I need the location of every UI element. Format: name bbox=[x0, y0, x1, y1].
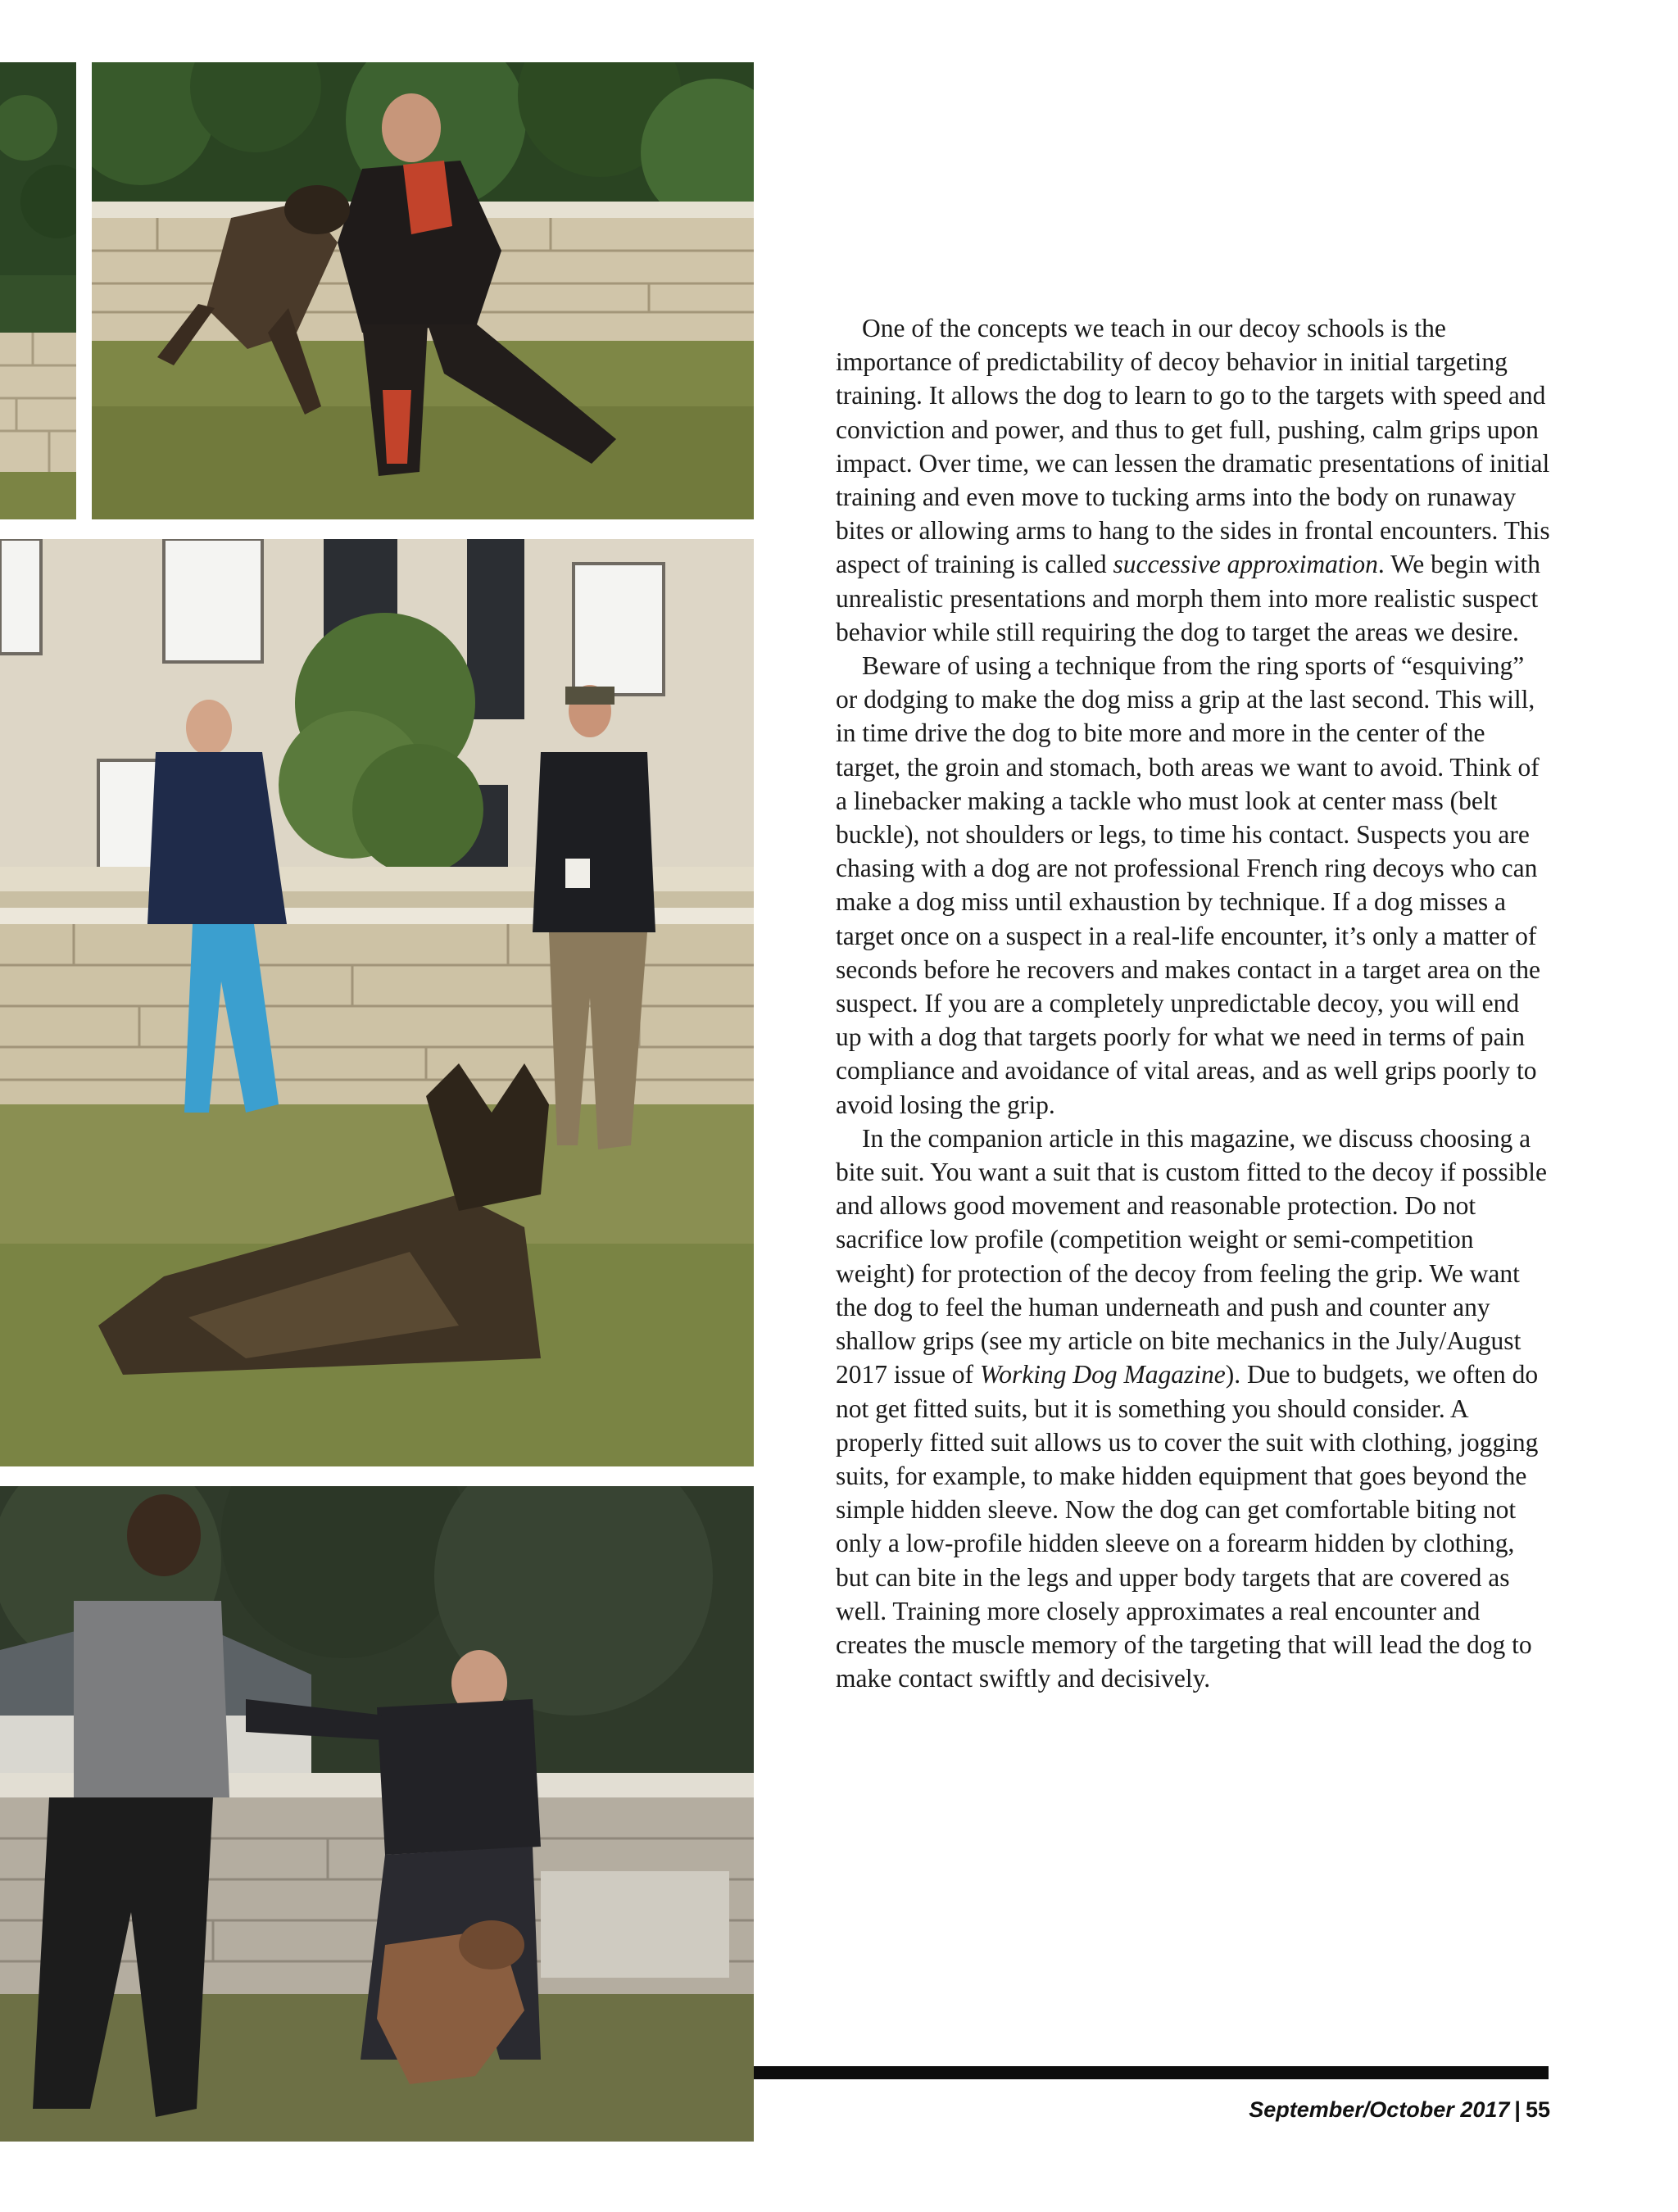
paragraph-3-text-end: ). Due to budgets, we often do not get fitted suits, but it is something you should consider. A properly fitted suit allows us to cover the suit with clothing, jogging suits, for example, to make hidden equipment that goes beyond the simple hidden sleeve. Now the dog can get comfortable biting not only a low-profile hidden sleeve on a forearm hidden by clothing, but can bite in the legs and upper body targets that are covered as well. Training more closely approximates a real encounter and creates the muscle memory of the targeting that will lead the dog to make contact swiftly and decisively. bbox=[836, 1360, 1539, 1693]
photo-decoy-dog-leap bbox=[92, 62, 754, 519]
page-folio bbox=[1249, 2097, 1550, 2123]
paragraph-1-text-start: One of the concepts we teach in our decoy schools is the importance of predictability of decoy behavior in initial targeting training. It allows the dog to learn to go to the targets with speed and conviction and power, and thus to get full, pushing, calm grips upon impact. Over time, we can lessen the dramatic presentations of initial training and even move to tucking arms into the body on runaway bites or allowing arms to hang to the sides in frontal encounters. This aspect of training is called bbox=[836, 314, 1550, 579]
footer-rule bbox=[754, 2066, 1549, 2079]
paragraph-1-text-end: . We begin with unrealistic presentations and morph them into more realistic suspect behavior while still requiring the dog to target the areas we desire. bbox=[836, 550, 1541, 646]
photo-decoy-suit-dog bbox=[0, 1486, 754, 2142]
photo-handlers-brindle-dog bbox=[0, 539, 754, 1466]
article-paragraph-3 bbox=[836, 1122, 1550, 1695]
article-paragraph-1 bbox=[836, 311, 1550, 649]
folio-separator: | bbox=[1514, 2097, 1521, 2122]
magazine-title-reference: Working Dog Magazine bbox=[979, 1360, 1226, 1389]
article-paragraph-2: Beware of using a technique from the ring sports of “esquiving” or dodging to make the dog miss a grip at the last second. This will, in time drive the dog to bite more and more in the center of the target, the groin and stomach, both areas we want to avoid. Think of a linebacker making a tackle who must look at center mass (belt buckle), not shoulders or legs, to time his contact. Suspects you are chasing with a dog are not professional French ring decoys who can make a dog miss until exhaustion by technique. If a dog misses a target once on a suspect in a real-life encounter, it’s only a matter of seconds before he recovers and makes contact in a target area on the suspect. If you are a completely unpredictable decoy, you will end up with a dog that targets poorly for what we need in terms of pain compliance and avoidance of vital areas, and as well grips poorly to avoid losing the grip. bbox=[836, 651, 1541, 1119]
photo-top-left-sliver bbox=[0, 62, 76, 519]
term-successive-approximation: successive approximation bbox=[1113, 550, 1378, 579]
issue-date: September/October 2017 bbox=[1249, 2097, 1510, 2122]
paragraph-3-text-start: In the companion article in this magazine, we discuss choosing a bite suit. You want a suit that is custom fitted to the decoy if possible and allows good movement and reasonable protection. Do not sacrifice low profile (competition weight or semi-competition weight) for protection of the decoy from feeling the grip. We want the dog to feel the human underneath and push and counter any shallow grips (see my article on bite mechanics in the July/August 2017 issue of bbox=[836, 1123, 1547, 1389]
page-number: 55 bbox=[1525, 2097, 1550, 2122]
article-body bbox=[836, 311, 1550, 1695]
